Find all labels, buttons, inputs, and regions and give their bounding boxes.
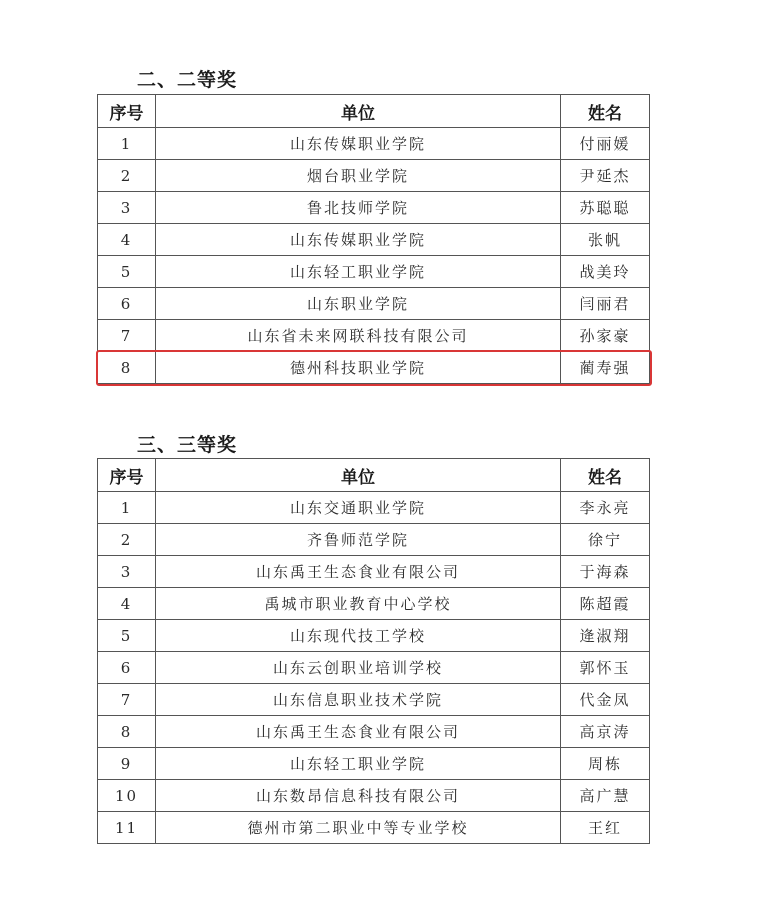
cell-unit: 山东禹王生态食业有限公司 <box>156 556 561 588</box>
cell-name: 逄淑翔 <box>561 620 650 652</box>
cell-no: 8 <box>98 352 156 384</box>
cell-no: 2 <box>98 160 156 192</box>
table-row <box>98 780 650 812</box>
table-row <box>98 524 650 556</box>
section-title-third-prize: 三、三等奖 <box>137 434 238 456</box>
header-name: 姓名 <box>561 95 650 128</box>
table-row <box>98 352 650 384</box>
cell-unit: 山东传媒职业学院 <box>156 224 561 256</box>
header-name: 姓名 <box>561 459 650 492</box>
cell-name: 周栋 <box>561 748 650 780</box>
cell-name: 战美玲 <box>561 256 650 288</box>
header-unit: 单位 <box>156 459 561 492</box>
cell-unit: 山东传媒职业学院 <box>156 128 561 160</box>
cell-name: 张帆 <box>561 224 650 256</box>
table-row <box>98 812 650 844</box>
table-row <box>98 556 650 588</box>
table-row <box>98 684 650 716</box>
cell-name: 王红 <box>561 812 650 844</box>
third-prize-table <box>97 458 650 844</box>
cell-no: 1 <box>98 128 156 160</box>
cell-no: 10 <box>98 780 156 812</box>
cell-name: 郭怀玉 <box>561 652 650 684</box>
cell-unit: 山东数昂信息科技有限公司 <box>156 780 561 812</box>
cell-no: 7 <box>98 320 156 352</box>
cell-no: 3 <box>98 192 156 224</box>
cell-no: 4 <box>98 224 156 256</box>
cell-name: 李永亮 <box>561 492 650 524</box>
table-row <box>98 128 650 160</box>
cell-unit: 德州科技职业学院 <box>156 352 561 384</box>
table-row <box>98 224 650 256</box>
cell-no: 4 <box>98 588 156 620</box>
cell-name: 于海森 <box>561 556 650 588</box>
table-row <box>98 748 650 780</box>
cell-no: 9 <box>98 748 156 780</box>
table-row <box>98 588 650 620</box>
cell-unit: 山东禹王生态食业有限公司 <box>156 716 561 748</box>
cell-unit: 鲁北技师学院 <box>156 192 561 224</box>
table-row <box>98 652 650 684</box>
cell-name: 高广慧 <box>561 780 650 812</box>
third-prize-rows <box>98 492 650 844</box>
second-prize-rows <box>98 128 650 384</box>
cell-no: 5 <box>98 256 156 288</box>
cell-unit: 齐鲁师范学院 <box>156 524 561 556</box>
table-header-row <box>98 95 650 128</box>
cell-no: 1 <box>98 492 156 524</box>
header-no: 序号 <box>98 95 156 128</box>
cell-unit: 山东职业学院 <box>156 288 561 320</box>
cell-name: 蔺寿强 <box>561 352 650 384</box>
cell-unit: 山东省未来网联科技有限公司 <box>156 320 561 352</box>
header-unit: 单位 <box>156 95 561 128</box>
cell-unit: 禹城市职业教育中心学校 <box>156 588 561 620</box>
cell-name: 尹延杰 <box>561 160 650 192</box>
section-title-second-prize: 二、二等奖 <box>137 69 238 91</box>
cell-name: 付丽媛 <box>561 128 650 160</box>
cell-unit: 山东信息职业技术学院 <box>156 684 561 716</box>
cell-no: 11 <box>98 812 156 844</box>
cell-no: 6 <box>98 652 156 684</box>
table-row <box>98 492 650 524</box>
cell-unit: 山东轻工职业学院 <box>156 256 561 288</box>
cell-unit: 德州市第二职业中等专业学校 <box>156 812 561 844</box>
table-row <box>98 256 650 288</box>
table-row <box>98 620 650 652</box>
cell-name: 孙家豪 <box>561 320 650 352</box>
second-prize-table <box>97 94 650 384</box>
table-row <box>98 320 650 352</box>
cell-name: 高京涛 <box>561 716 650 748</box>
cell-no: 5 <box>98 620 156 652</box>
table-row <box>98 192 650 224</box>
cell-name: 徐宁 <box>561 524 650 556</box>
table-row <box>98 716 650 748</box>
table-row <box>98 160 650 192</box>
cell-unit: 山东轻工职业学院 <box>156 748 561 780</box>
cell-unit: 烟台职业学院 <box>156 160 561 192</box>
cell-no: 3 <box>98 556 156 588</box>
table-row <box>98 288 650 320</box>
header-no: 序号 <box>98 459 156 492</box>
cell-no: 6 <box>98 288 156 320</box>
cell-unit: 山东云创职业培训学校 <box>156 652 561 684</box>
cell-unit: 山东现代技工学校 <box>156 620 561 652</box>
cell-no: 2 <box>98 524 156 556</box>
cell-no: 8 <box>98 716 156 748</box>
cell-name: 代金凤 <box>561 684 650 716</box>
cell-name: 陈超霞 <box>561 588 650 620</box>
cell-no: 7 <box>98 684 156 716</box>
cell-name: 苏聪聪 <box>561 192 650 224</box>
cell-unit: 山东交通职业学院 <box>156 492 561 524</box>
table-header-row <box>98 459 650 492</box>
cell-name: 闫丽君 <box>561 288 650 320</box>
